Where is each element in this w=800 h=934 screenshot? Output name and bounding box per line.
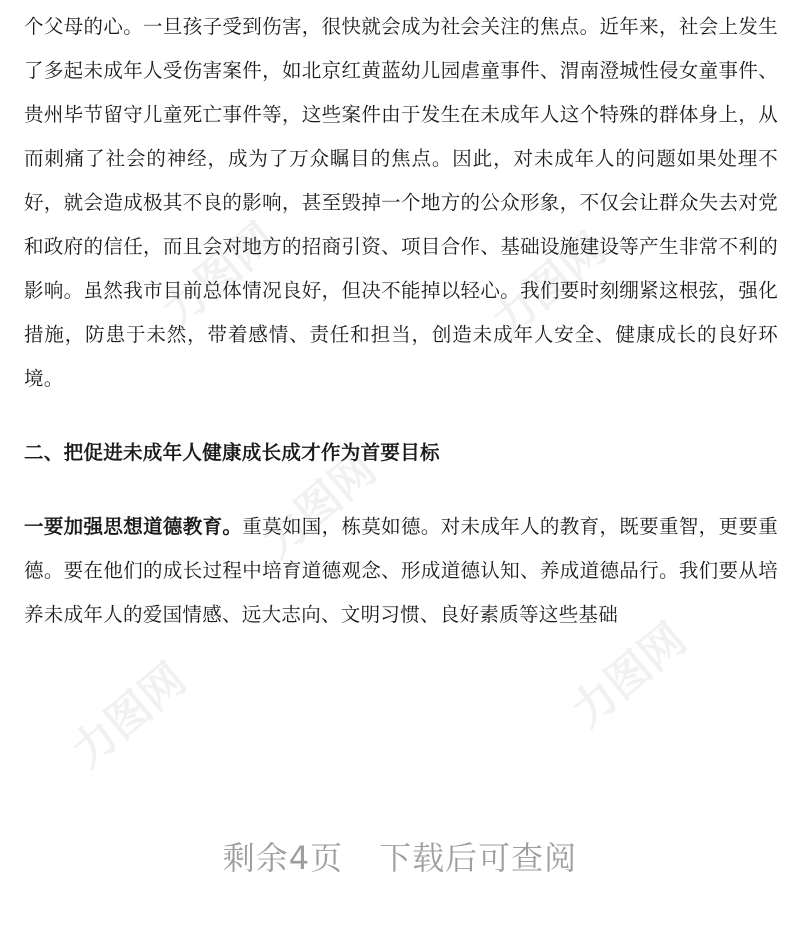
paragraph-lead-sentence: 一要加强思想道德教育。	[24, 515, 243, 538]
section-heading: 二、把促进未成年人健康成长成才作为首要目标	[24, 441, 440, 464]
remaining-pages-label: 剩余4页	[222, 839, 344, 877]
watermark: 力图网	[561, 613, 696, 738]
paragraph-body-text: 重莫如国，栋莫如德。对未成年人的教育，既要重智，更要重德。要在他们的成长过程中培育道德观念、形成道德认知、养成道德品行。我们要从培养未成年人的爱国情感、远大志向、文明习惯、良好素质等这些基础	[24, 515, 778, 626]
watermark: 力图网	[61, 653, 196, 778]
watermark: 力图网	[151, 213, 286, 338]
body-paragraph: 个父母的心。一旦孩子受到伤害，很快就会成为社会关注的焦点。近年来，社会上发生了多起未成年人受伤害案件，如北京红黄蓝幼儿园虐童事件、渭南澄城性侵女童事件、贵州毕节留守儿童死亡事件等，这些案件由于发生在未成年人这个特殊的群体身上，从而刺痛了社会的神经，成为了万众瞩目的焦点。因此，对未成年人的问题如果处理不好，就会造成极其不良的影响，甚至毁掉一个地方的公众形象，不仅会让群众失去对党和政府的信任，而且会对地方的招商引资、项目合作、基础设施建设等产生非常不利的影响。虽然我市目前总体情况良好，但决不能掉以轻心。我们要时刻绷紧这根弦，强化措施，防患于未然，带着感情、责任和担当，创造未成年人安全、健康成长的良好环境。	[24, 15, 778, 390]
download-prompt[interactable]	[0, 834, 800, 882]
download-hint-label: 下载后可查阅	[379, 839, 578, 877]
watermark: 力图网	[481, 223, 616, 348]
watermark: 力图网	[251, 443, 386, 568]
document-body	[24, 0, 778, 637]
body-paragraph	[24, 505, 778, 637]
